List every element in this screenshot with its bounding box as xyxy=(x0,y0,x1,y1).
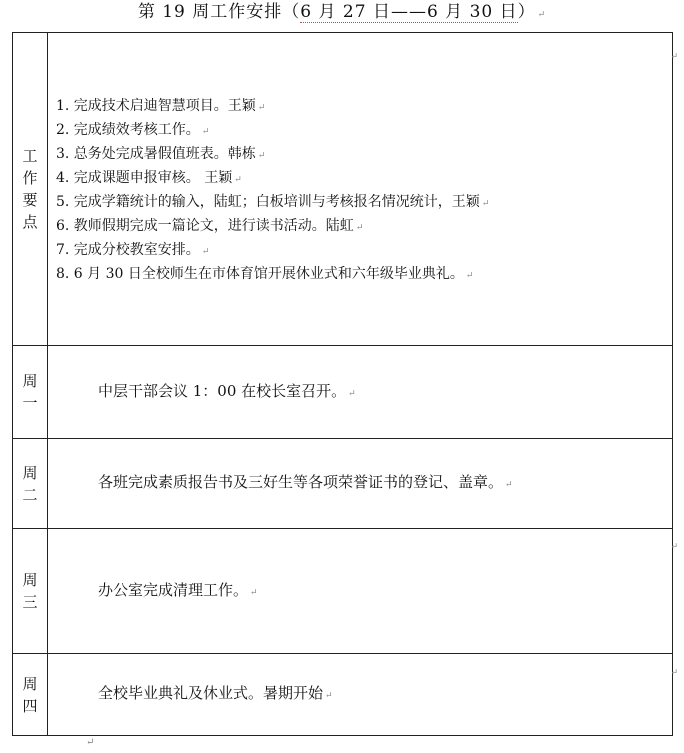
requirements-row xyxy=(13,33,673,346)
schedule-table xyxy=(12,32,673,736)
paragraph-mark-icon: ↵ xyxy=(537,10,547,20)
cell-end-mark-icon: ↵ xyxy=(670,668,678,678)
cell-end-mark-icon: ↵ xyxy=(670,52,678,62)
day-label-wednesday: 周 三 xyxy=(13,529,48,654)
title-suffix: ） xyxy=(517,2,536,22)
requirements-list xyxy=(48,33,673,346)
list-item: 6. 教师假期完成一篇论文，进行读书活动。陆虹 ↵ xyxy=(56,218,364,234)
day-row-tuesday xyxy=(13,439,673,529)
day-text-thursday: 全校毕业典礼及休业式。暑期开始 ↵ xyxy=(48,654,673,736)
day-label-monday: 周 一 xyxy=(13,346,48,439)
title-date-range: 6 月 27 日——6 月 30 日 xyxy=(300,2,518,22)
list-item: 8. 6 月 30 日全校师生在市体育馆开展休业式和六年级毕业典礼。 ↵ xyxy=(56,266,474,282)
day-label-thursday: 周 四 xyxy=(13,654,48,736)
list-item: 5. 完成学籍统计的输入，陆虹；白板培训与考核报名情况统计，王颖 ↵ xyxy=(56,194,490,210)
day-text-tuesday: 各班完成素质报告书及三好生等各项荣誉证书的登记、盖章。 ↵ xyxy=(48,439,673,529)
list-item: 1. 完成技术启迪智慧项目。王颖 ↵ xyxy=(56,98,266,114)
list-item: 2. 完成绩效考核工作。 ↵ xyxy=(56,122,210,138)
title-prefix: 第 19 周工作安排（ xyxy=(137,2,301,22)
day-text-wednesday: 办公室完成清理工作。 ↵ xyxy=(48,529,673,654)
day-row-monday xyxy=(13,346,673,439)
day-row-wednesday xyxy=(13,529,673,654)
list-item: 3. 总务处完成暑假值班表。韩栋 ↵ xyxy=(56,146,266,162)
page-title xyxy=(0,0,684,27)
list-item: 7. 完成分校教室安排。 ↵ xyxy=(56,242,210,258)
day-row-thursday xyxy=(13,654,673,736)
requirements-label: 工 作 要 点 xyxy=(13,33,48,346)
day-label-tuesday: 周 二 xyxy=(13,439,48,529)
day-text-monday: 中层干部会议 1：00 在校长室召开。 ↵ xyxy=(48,346,673,439)
list-item: 4. 完成课题申报审核。 王颖 ↵ xyxy=(56,170,242,186)
cell-end-mark-icon: ↵ xyxy=(670,542,678,552)
paragraph-mark-icon: ↵ xyxy=(86,737,95,748)
